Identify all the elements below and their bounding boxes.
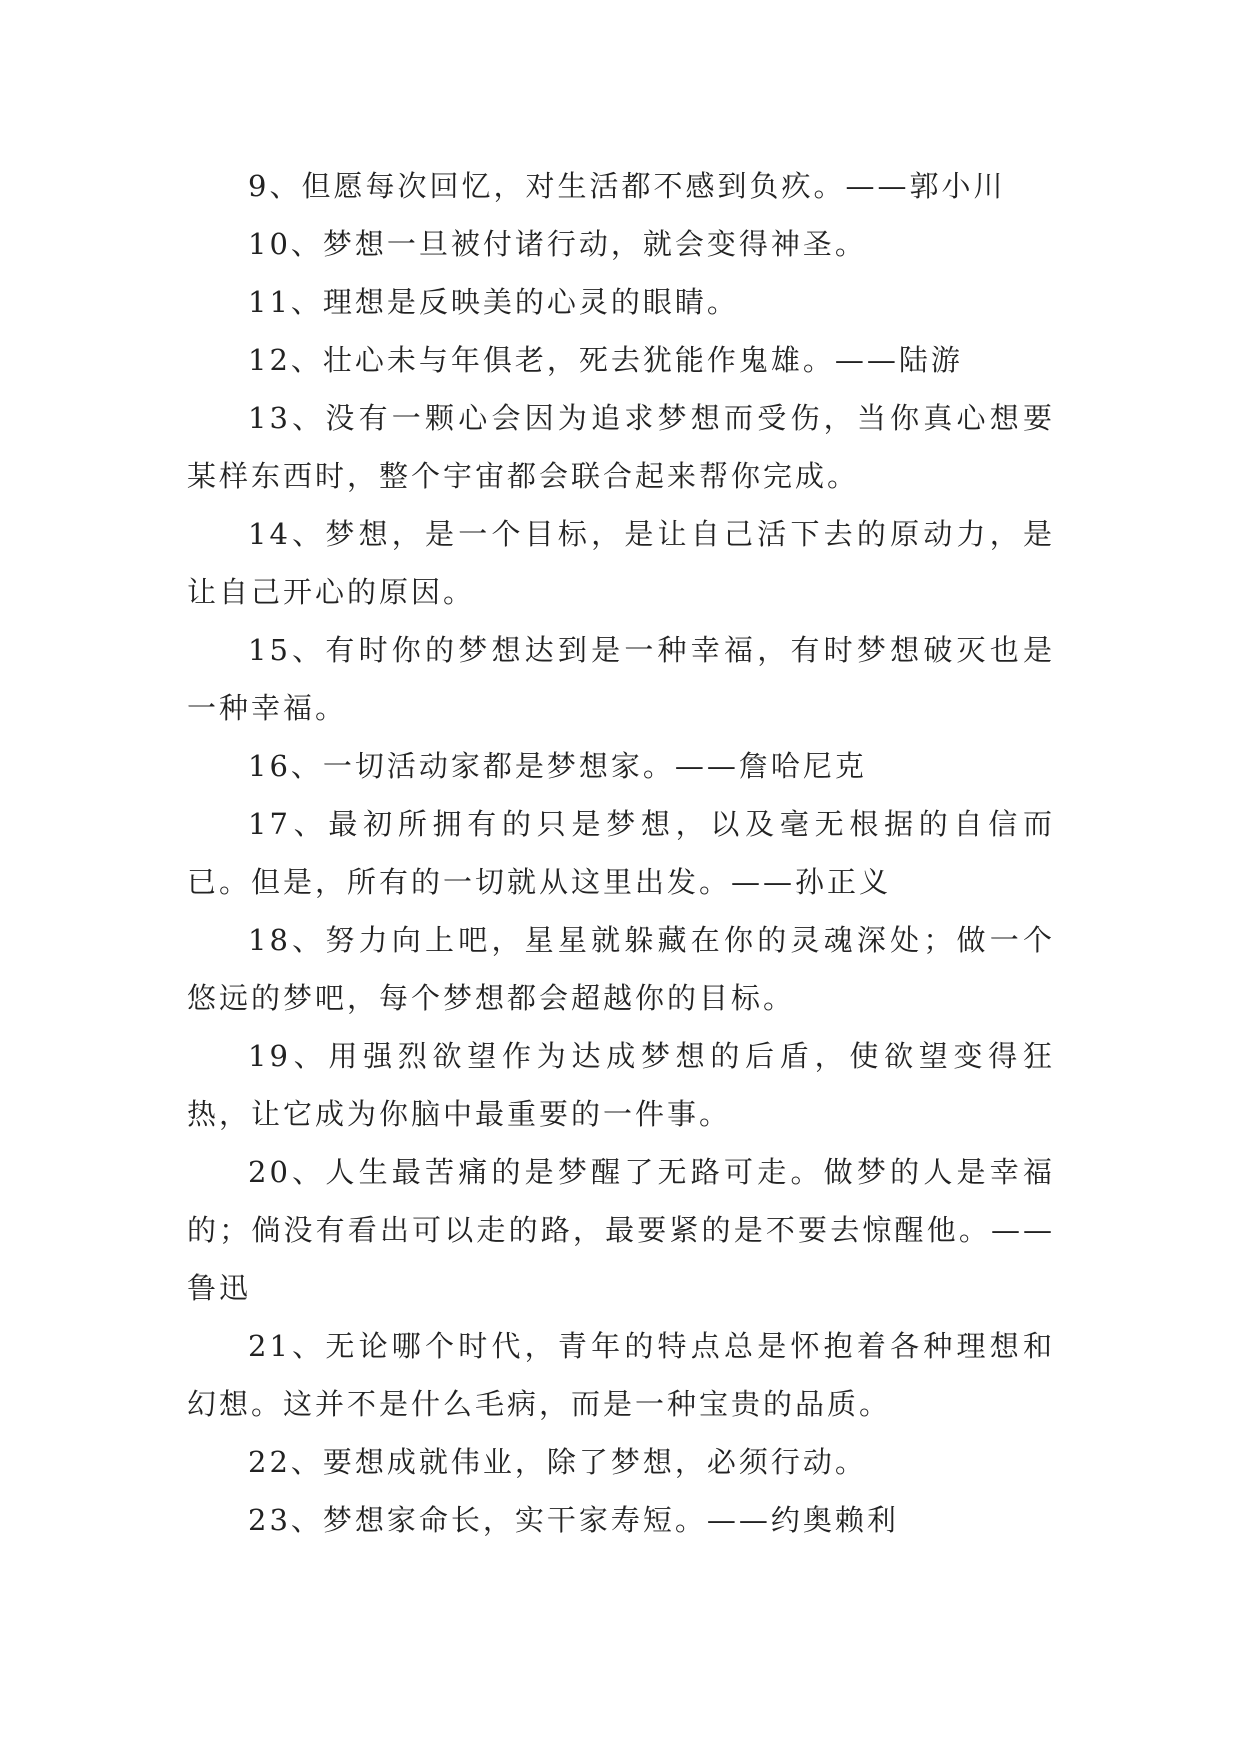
quote-paragraph-16: 16、一切活动家都是梦想家。——詹哈尼克 [248, 749, 867, 783]
quote-paragraph-14: 14、梦想，是一个目标，是让自己活下去的原动力，是让自己开心的原因。 [187, 517, 1055, 609]
quote-paragraph-13: 13、没有一颗心会因为追求梦想而受伤，当你真心想要某样东西时，整个宇宙都会联合起来帮你完成。 [187, 401, 1055, 493]
quote-paragraph-20: 20、人生最苦痛的是梦醒了无路可走。做梦的人是幸福的；倘没有看出可以走的路，最要紧的是不要去惊醒他。——鲁迅 [187, 1155, 1055, 1305]
quote-paragraph-10: 10、梦想一旦被付诸行动，就会变得神圣。 [248, 227, 867, 261]
quote-paragraph-15: 15、有时你的梦想达到是一种幸福，有时梦想破灭也是一种幸福。 [187, 633, 1055, 725]
quote-paragraph-23: 23、梦想家命长，实干家寿短。——约奥赖利 [248, 1503, 899, 1537]
quote-paragraph-9: 9、但愿每次回忆，对生活都不感到负疚。——郭小川 [248, 169, 1006, 203]
quote-paragraph-12: 12、壮心未与年俱老，死去犹能作鬼雄。——陆游 [248, 343, 963, 377]
quote-paragraph-21: 21、无论哪个时代，青年的特点总是怀抱着各种理想和幻想。这并不是什么毛病，而是一种宝贵的品质。 [187, 1329, 1055, 1421]
quote-paragraph-18: 18、努力向上吧，星星就躲藏在你的灵魂深处；做一个悠远的梦吧，每个梦想都会超越你的目标。 [187, 923, 1055, 1015]
document-body [187, 157, 1055, 1549]
quote-paragraph-17: 17、最初所拥有的只是梦想，以及毫无根据的自信而已。但是，所有的一切就从这里出发。——孙正义 [187, 807, 1055, 899]
quote-paragraph-22: 22、要想成就伟业，除了梦想，必须行动。 [248, 1445, 867, 1479]
quote-paragraph-19: 19、用强烈欲望作为达成梦想的后盾，使欲望变得狂热，让它成为你脑中最重要的一件事。 [187, 1039, 1055, 1131]
quote-paragraph-11: 11、理想是反映美的心灵的眼睛。 [248, 285, 739, 319]
